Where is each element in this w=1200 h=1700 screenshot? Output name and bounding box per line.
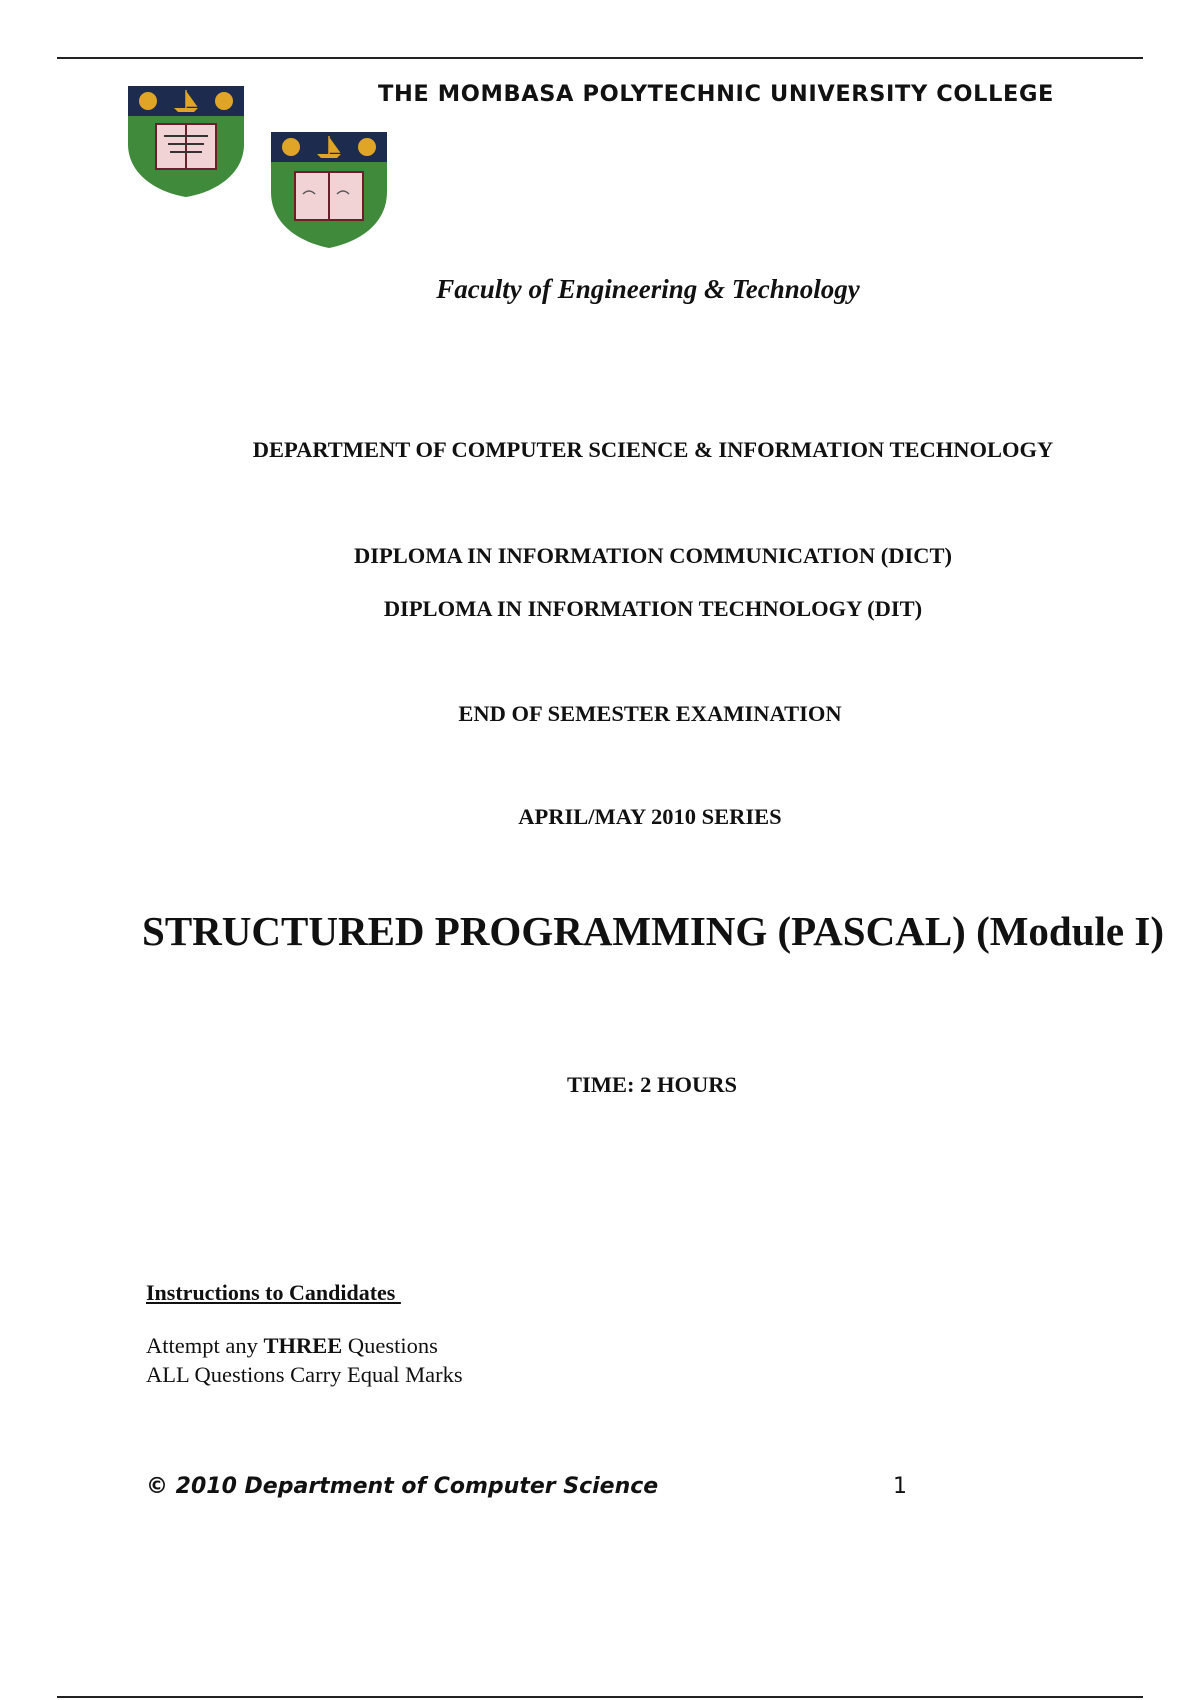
university-crest-icon [269, 130, 389, 250]
instruction-text: Attempt any [146, 1333, 264, 1358]
copyright-notice: © 2010 Department of Computer Science [146, 1474, 659, 1499]
exam-series: APRIL/MAY 2010 SERIES [518, 804, 782, 829]
programme-dit: DIPLOMA IN INFORMATION TECHNOLOGY (DIT) [383, 596, 923, 621]
college-name: THE MOMBASA POLYTECHNIC UNIVERSITY COLLEGE [378, 81, 1055, 107]
exam-type: END OF SEMESTER EXAMINATION [458, 701, 842, 726]
department-name: DEPARTMENT OF COMPUTER SCIENCE & INFORMATION TECHNOLOGY [252, 437, 1054, 462]
programme-dict: DIPLOMA IN INFORMATION COMMUNICATION (DICT) [354, 543, 952, 568]
instruction-line: ALL Questions Carry Equal Marks [146, 1362, 463, 1387]
instruction-line [146, 1333, 438, 1359]
exam-time: TIME: 2 HOURS [566, 1072, 737, 1097]
instruction-emphasis: THREE [263, 1333, 343, 1358]
faculty-name: Faculty of Engineering & Technology [436, 274, 860, 304]
course-title: STRUCTURED PROGRAMMING (PASCAL) (Module I) [142, 908, 1164, 954]
university-crest-icon [126, 84, 246, 199]
instructions-heading: Instructions to Candidates [146, 1280, 401, 1305]
page-number: 1 [893, 1474, 907, 1499]
bottom-rule [57, 1696, 1143, 1698]
top-rule [57, 57, 1143, 59]
instruction-text: Questions [342, 1333, 438, 1358]
